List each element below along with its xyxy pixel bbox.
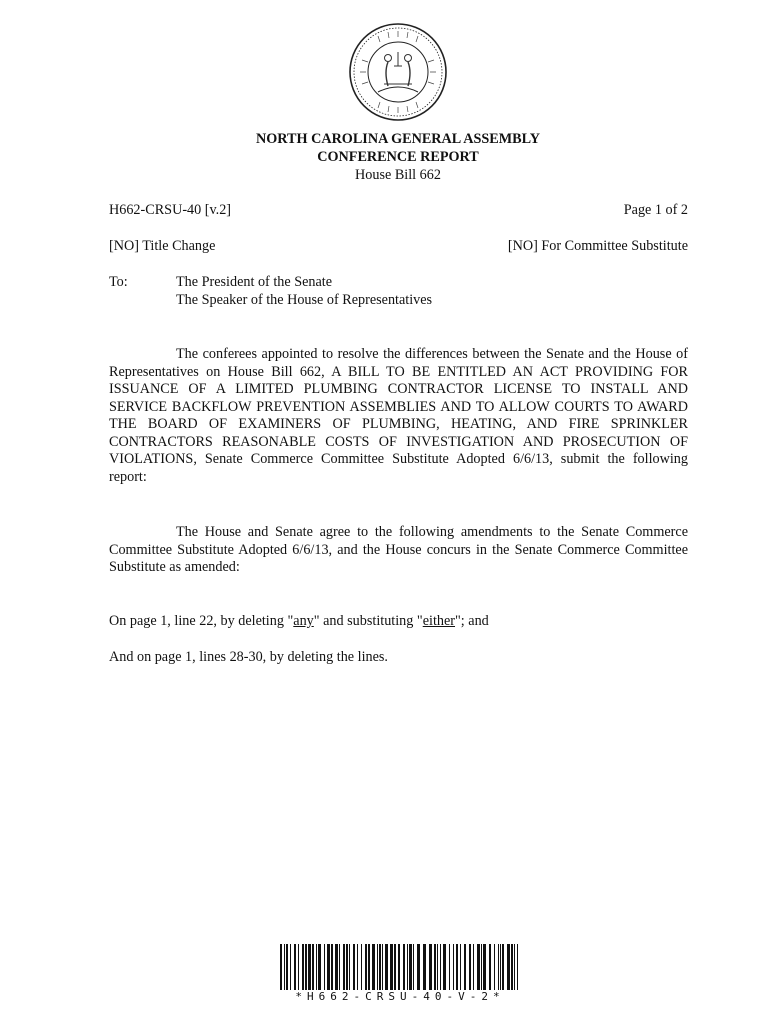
committee-substitute: [NO] For Committee Substitute — [507, 238, 688, 254]
doc-id: H662-CRSU-40 [v.2] — [109, 202, 232, 218]
page-number: Page 1 of 2 — [623, 202, 688, 218]
header-line-2: CONFERENCE REPORT — [317, 149, 479, 165]
header-line-1: NORTH CAROLINA GENERAL ASSEMBLY — [256, 131, 540, 147]
conferees-paragraph: The conferees appointed to resolve the differences between the Senate and the House of Representatives on House Bill 662, A BILL TO BE ENTITLED AN ACT PROVIDING FOR ISSUANCE OF A LIMITED PLUMBING CONTRACTOR LICENSE TO INSTALL AND SERVICE BACKFLOW PREVENTION ASSEMBLIES AND TO ALLOW COURTS TO AWARD THE BOARD OF EXAMINERS OF PLUMBING, HEATING, AND FIRE SPRINKLER CONTRACTORS REASONABLE COSTS OF INVESTIGATION AND PROSECUTION OF VIOLATIONS, Senate Commerce Committee Substitute Adopted 6/6/13, submit the following report: — [109, 346, 688, 485]
title-change: [NO] Title Change — [109, 238, 216, 254]
barcode-text: *H662-CRSU-40-V-2* — [295, 990, 505, 1003]
recipients — [176, 274, 432, 309]
change-flags-row — [109, 238, 688, 256]
barcode — [280, 944, 520, 990]
recipient-house: The Speaker of the House of Representatives — [176, 291, 433, 308]
to-label: To: — [109, 274, 128, 290]
state-seal-logo — [348, 22, 448, 122]
amendment-2: And on page 1, lines 28-30, by deleting the lines. — [109, 649, 388, 665]
agreement-paragraph: The House and Senate agree to the following amendments to the Senate Commerce Committee Substitute Adopted 6/6/13, and the House concurs in the Senate Commerce Committee Substitute as amended: — [109, 524, 688, 575]
substituted-word: either — [422, 613, 456, 629]
amendment-1: On page 1, line 22, by deleting "any" and substituting "either"; and — [109, 613, 489, 629]
deleted-word: any — [293, 613, 314, 629]
recipient-senate: The President of the Senate — [176, 274, 333, 290]
doc-id-row — [109, 202, 688, 220]
header-line-3: House Bill 662 — [355, 167, 441, 183]
